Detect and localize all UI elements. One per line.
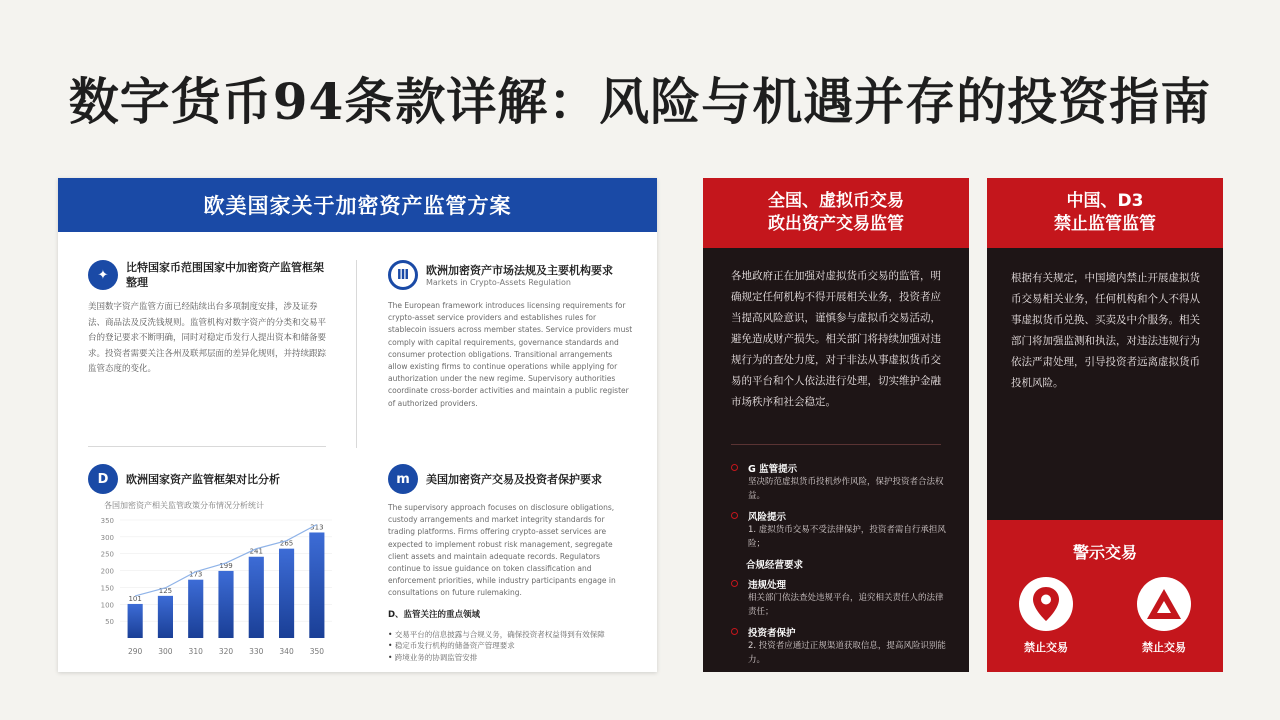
prohibit-item: [1019, 577, 1073, 655]
data-label: 199: [219, 561, 233, 570]
y-tick-label: 100: [100, 601, 114, 610]
x-tick-label: 290: [127, 647, 143, 656]
x-tick-label: 350: [309, 647, 325, 656]
seal-icon: ✦: [88, 260, 118, 290]
item-label: 风险提示: [748, 512, 787, 523]
item-label: G 监管提示: [748, 464, 798, 475]
list-item: [746, 557, 947, 571]
list-item: • 交易平台的信息披露与合规义务，确保投资者权益得到有效保障: [388, 629, 633, 641]
chart-bar: [279, 549, 294, 638]
data-label: 313: [310, 523, 324, 532]
list-item: [731, 461, 947, 503]
data-label: 173: [189, 570, 203, 579]
list-item: • 跨境业务的协调监管安排: [388, 652, 633, 664]
regulation-document: [58, 178, 657, 672]
x-tick-label: 330: [249, 647, 264, 656]
chart-bar: [128, 604, 143, 638]
panel-items: [703, 445, 969, 667]
list-item: [731, 509, 947, 551]
icon-label: 禁止交易: [1024, 641, 1068, 654]
item-label: 合规经营要求: [746, 560, 804, 571]
chart-bar: [188, 580, 203, 638]
data-label: 241: [249, 547, 263, 556]
section-paragraph: 美国数字资产监管方面已经陆续出台多项制度安排，涉及证券法、商品法及反洗钱规则。监管机构对数字资产的分类和交易平台的登记要求不断明确，同时对稳定币发行人提出资本和储备要求。投资者需要关注各州及联邦层面的差异化规则，并持续跟踪监管态度的变化。: [88, 302, 327, 374]
section-divider: [88, 446, 326, 447]
warning-title: 警示交易: [1072, 543, 1137, 562]
chart-caption: 各国加密资产相关监管政策分布情况分析统计: [104, 501, 264, 510]
item-body: 1. 虚拟货币交易不受法律保护，投资者需自行承担风险；: [748, 525, 946, 549]
logo-icon: D: [88, 464, 118, 494]
y-tick-label: 300: [100, 533, 114, 542]
institution-logo-icon: Ⅲ: [388, 260, 418, 290]
location-pin-icon: [1019, 577, 1073, 631]
section-paragraph: The supervisory approach focuses on disclosure obligations, custody arrangements and market integrity standards for trading platforms. Firms offering crypto-asset services are expected to implement robust risk management, segregate client assets and maintain adequate records. Regulators continue to issue guidance on token classification and enforcement priorities, while industry participants engage in consultations on future rulemaking.: [388, 503, 616, 598]
data-label: 101: [128, 594, 142, 603]
domestic-panel: [703, 178, 969, 672]
chart-bar: [158, 596, 173, 638]
list-item: [731, 577, 947, 619]
list-title: D、监管关注的重点领域: [388, 609, 481, 620]
y-tick-label: 200: [100, 567, 114, 576]
bar-chart: [90, 510, 340, 660]
panel-header: 中国、D3 禁止监管监管: [987, 178, 1223, 248]
list-item: [731, 625, 947, 667]
y-tick-label: 350: [100, 517, 114, 525]
y-tick-label: 50: [105, 618, 114, 627]
x-tick-label: 300: [158, 647, 173, 656]
bullet-icon: [731, 628, 738, 635]
section-subtitle: Markets in Crypto-Assets Regulation: [426, 278, 571, 287]
section-us-framework: [88, 260, 328, 378]
section-title: 欧洲加密资产市场法规及主要机构要求: [426, 264, 613, 277]
x-tick-label: 310: [188, 647, 203, 656]
x-tick-label: 320: [218, 647, 234, 656]
document-header: 欧美国家关于加密资产监管方案: [58, 178, 657, 232]
china-panel: [987, 178, 1223, 672]
item-body: 2. 投资者应通过正规渠道获取信息，提高风险识别能力。: [748, 641, 946, 665]
chart-bar: [249, 557, 264, 638]
bullet-icon: [731, 580, 738, 587]
item-body: 坚决防范虚拟货币投机炒作风险，保护投资者合法权益。: [748, 477, 944, 501]
panel-body: 各地政府正在加强对虚拟货币交易的监管，明确规定任何机构不得开展相关业务，投资者应当提高风险意识，谨慎参与虚拟币交易活动，避免造成财产损失。相关部门将持续加强对违规行为的查处力度，对于非法从事虚拟货币交易的平台和个人依法进行处理，切实维护金融市场秩序和社会稳定。: [731, 270, 941, 408]
item-body: 相关部门依法查处违规平台，追究相关责任人的法律责任；: [748, 593, 944, 617]
chart-bar: [309, 532, 324, 638]
warning-icons: [987, 577, 1223, 655]
y-tick-label: 250: [100, 550, 114, 559]
chart-bar: [218, 571, 233, 638]
section-paragraph: The European framework introduces licensing requirements for crypto-asset service providers and establishes rules for stablecoin issuers across member states. Service providers must comply with capital requirements, governance standards and consumer protection obligations. Transitional arrangements allow existing firms to continue operations while applying for authorization under the new regime. Supervisory authorities coordinate cross-border activities and maintain a public register of authorized providers.: [388, 301, 633, 408]
section-title: 欧洲国家资产监管框架对比分析: [126, 472, 280, 486]
focus-list: [388, 629, 633, 664]
prohibit-item: [1137, 577, 1191, 655]
item-label: 违规处理: [748, 580, 787, 591]
bar-chart-svg: [90, 510, 340, 660]
bullet-icon: [731, 464, 738, 471]
panel-body: 根据有关规定，中国境内禁止开展虚拟货币交易相关业务，任何机构和个人不得从事虚拟货币兑换、买卖及中介服务。相关部门将加强监测和执法，对违法违规行为依法严肃处理，引导投资者远离虚拟货币投机风险。: [1011, 272, 1200, 389]
bullet-icon: [731, 512, 738, 519]
warning-triangle-icon: [1137, 577, 1191, 631]
section-title: 美国加密资产交易及投资者保护要求: [426, 472, 602, 486]
data-label: 125: [158, 586, 173, 595]
item-label: 投资者保护: [748, 628, 796, 639]
warning-section: [987, 520, 1223, 672]
list-item: • 稳定币发行机构的储备资产管理要求: [388, 640, 633, 652]
icon-label: 禁止交易: [1142, 641, 1186, 654]
page-title: 数字货币94条款详解：风险与机遇并存的投资指南: [68, 72, 1212, 131]
panel-header: 全国、虚拟币交易 政出资产交易监管: [703, 178, 969, 248]
section-eu-regulation: [388, 260, 633, 410]
section-eu-comparison: [88, 464, 328, 511]
column-divider: [356, 260, 357, 448]
section-title: 比特国家币范围国家中加密资产监管框架整理: [126, 261, 324, 289]
y-tick-label: 150: [100, 584, 114, 593]
data-label: 265: [279, 539, 294, 548]
section-us-protection: [388, 464, 633, 663]
x-tick-label: 340: [279, 647, 294, 656]
logo-icon: m: [388, 464, 418, 494]
